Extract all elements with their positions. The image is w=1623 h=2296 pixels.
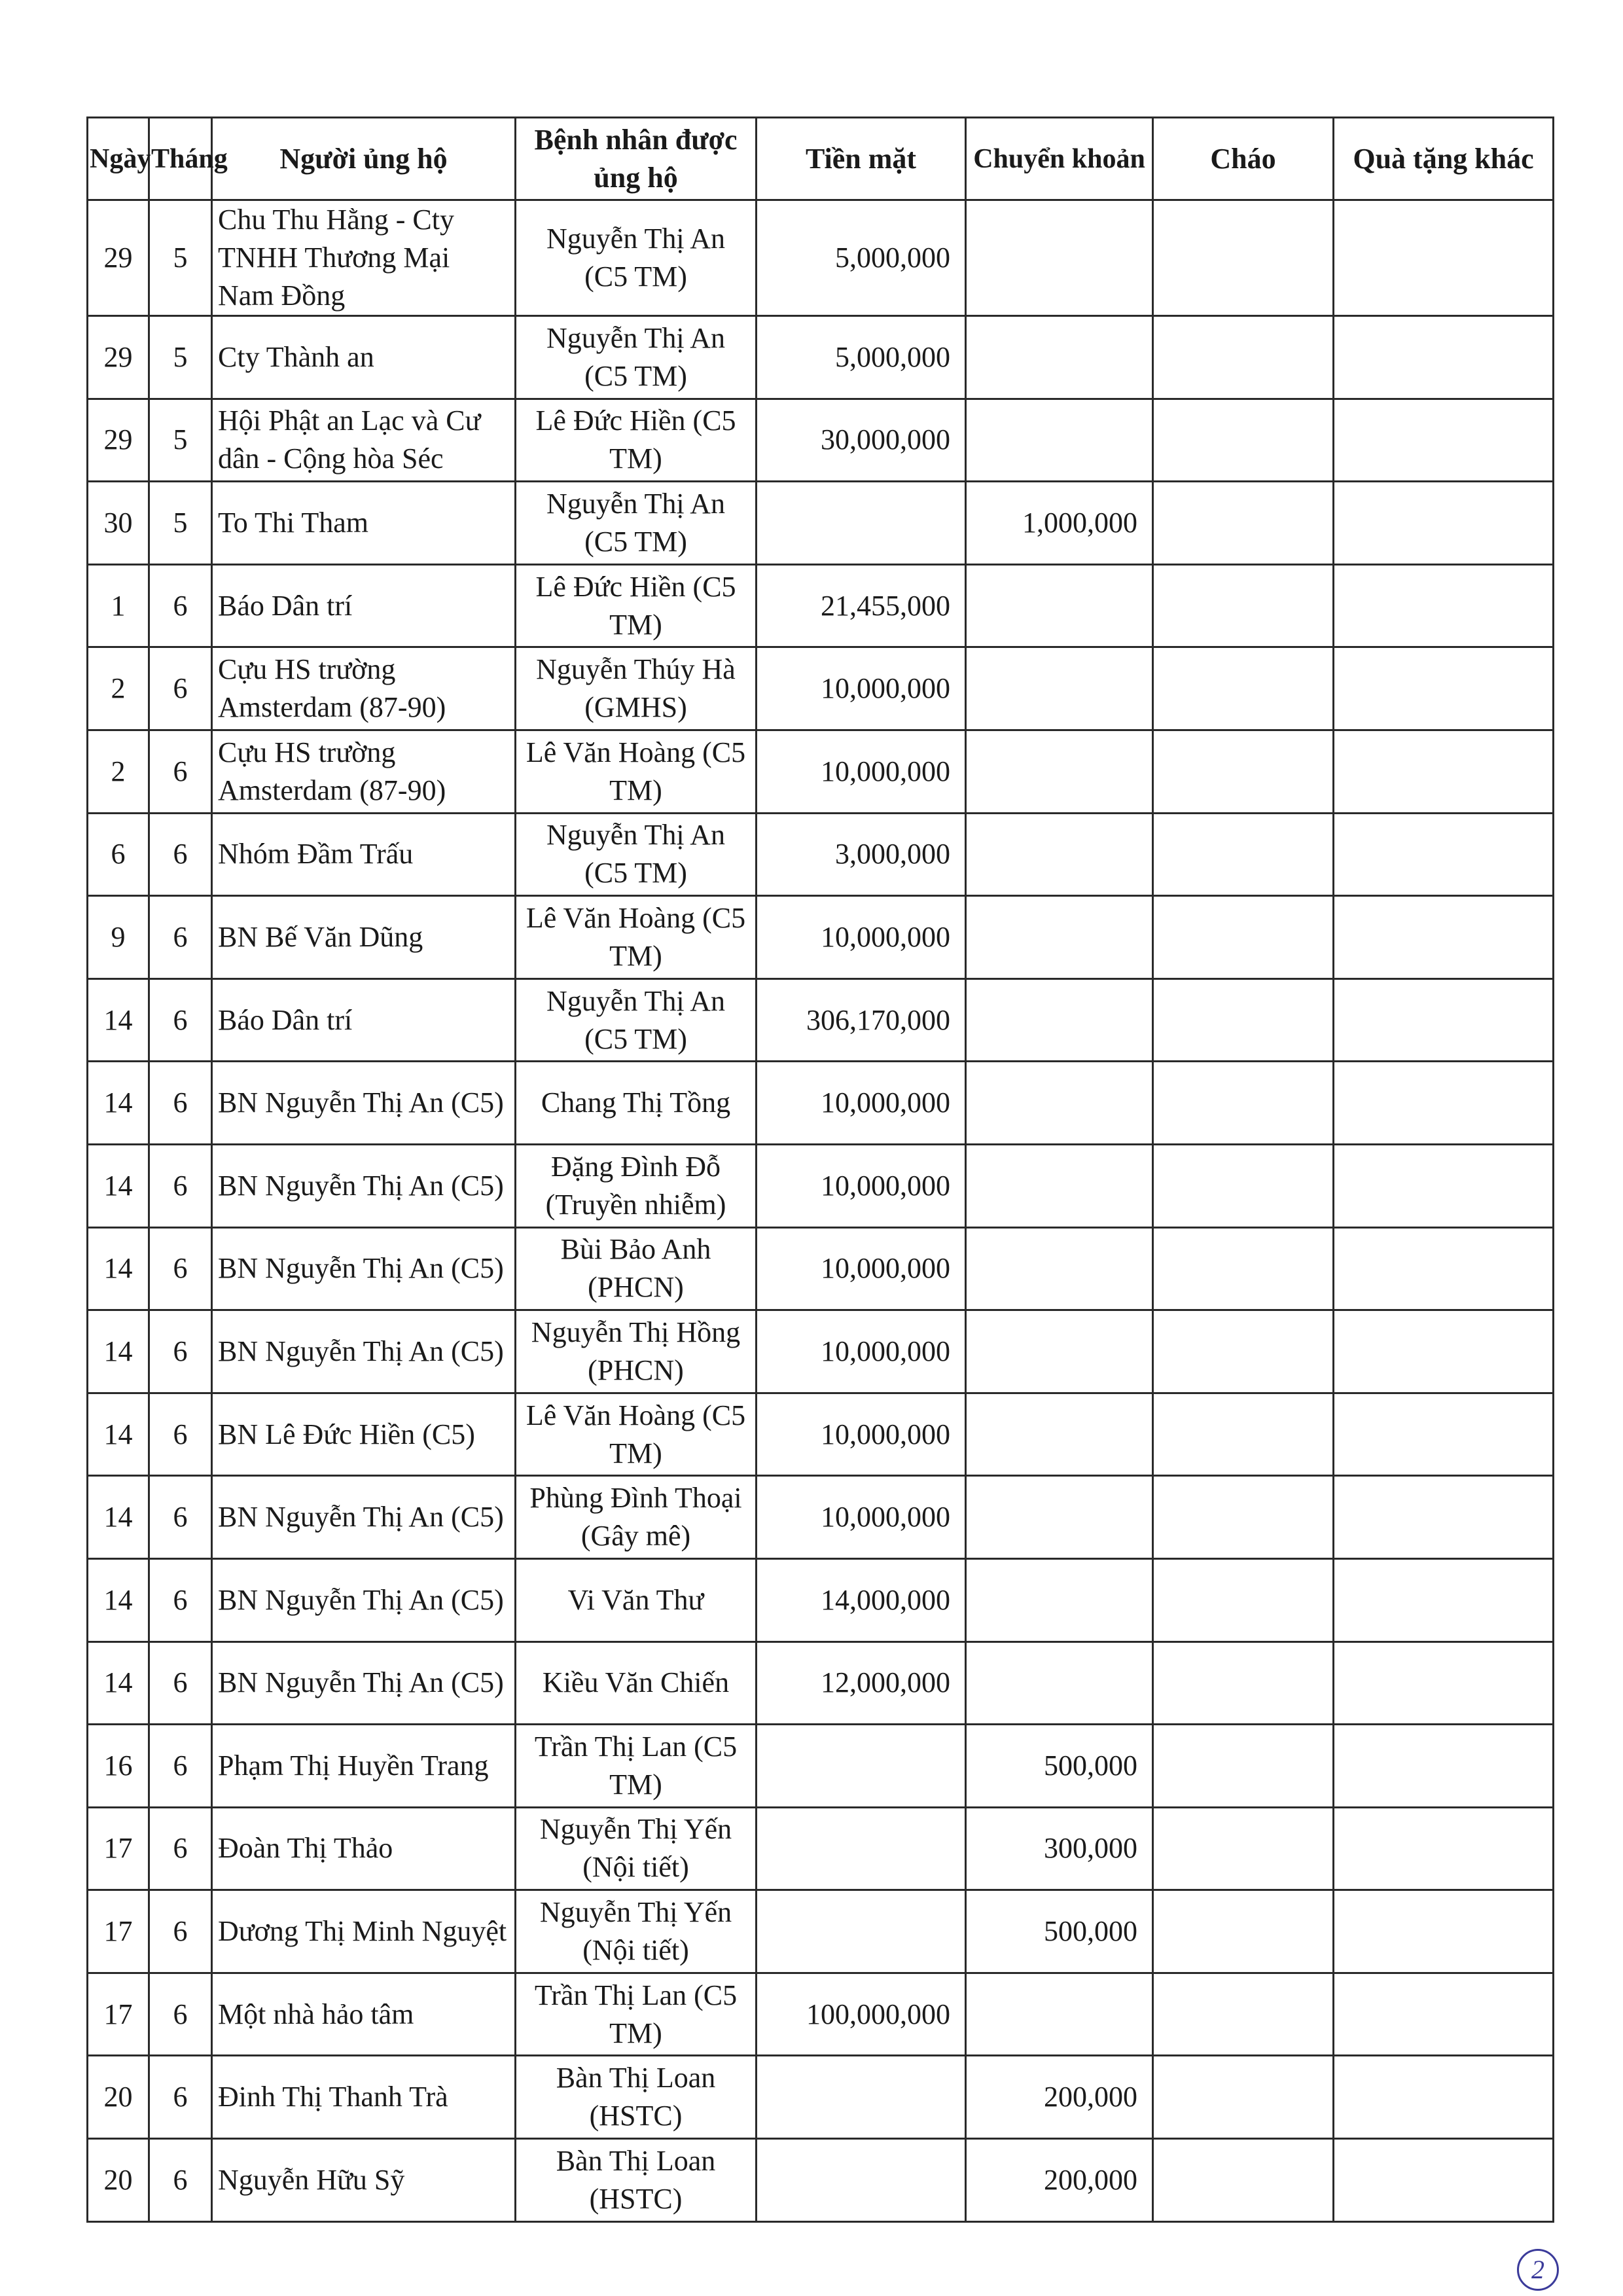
table-row [88, 1476, 1554, 1559]
cell-porridge [1153, 1144, 1334, 1227]
cell-donor: Nhóm Đầm Trấu [212, 813, 516, 896]
cell-transfer: 1,000,000 [966, 482, 1153, 565]
cell-day: 14 [88, 978, 149, 1062]
cell-day: 20 [88, 2056, 149, 2139]
cell-other-gifts [1334, 1558, 1554, 1641]
cell-transfer [966, 1062, 1153, 1145]
cell-cash: 10,000,000 [757, 1476, 966, 1559]
cell-patient: Chang Thị Tồng [516, 1062, 757, 1145]
cell-donor: Cựu HS trường Amsterdam (87-90) [212, 730, 516, 813]
cell-month: 6 [149, 1973, 212, 2056]
cell-patient: Vi Văn Thư [516, 1558, 757, 1641]
cell-day: 14 [88, 1144, 149, 1227]
cell-donor: Đinh Thị Thanh Trà [212, 2056, 516, 2139]
cell-donor: Báo Dân trí [212, 564, 516, 647]
cell-transfer [966, 316, 1153, 399]
cell-day: 30 [88, 482, 149, 565]
cell-patient: Nguyễn Thị Yến (Nội tiết) [516, 1807, 757, 1890]
cell-donor: BN Nguyễn Thị An (C5) [212, 1310, 516, 1393]
cell-patient: Trần Thị Lan (C5 TM) [516, 1973, 757, 2056]
cell-cash: 10,000,000 [757, 896, 966, 979]
header-day: Ngày [88, 118, 149, 200]
cell-cash: 10,000,000 [757, 1144, 966, 1227]
cell-patient: Nguyễn Thúy Hà (GMHS) [516, 647, 757, 730]
cell-month: 5 [149, 200, 212, 316]
cell-other-gifts [1334, 1393, 1554, 1476]
cell-donor: Một nhà hảo tâm [212, 1973, 516, 2056]
header-cash: Tiền mặt [757, 118, 966, 200]
cell-donor: BN Nguyễn Thị An (C5) [212, 1227, 516, 1310]
table-row [88, 978, 1554, 1062]
header-row [88, 118, 1554, 200]
cell-other-gifts [1334, 1973, 1554, 2056]
cell-patient: Kiều Văn Chiến [516, 1641, 757, 1725]
cell-month: 6 [149, 1725, 212, 1808]
header-transfer: Chuyển khoản [966, 118, 1153, 200]
cell-transfer [966, 1973, 1153, 2056]
page-number-mark: 2 [1517, 2249, 1559, 2291]
cell-donor: Nguyễn Hữu Sỹ [212, 2139, 516, 2222]
cell-donor: BN Nguyễn Thị An (C5) [212, 1144, 516, 1227]
cell-patient: Nguyễn Thị An (C5 TM) [516, 813, 757, 896]
table-row [88, 1807, 1554, 1890]
cell-porridge [1153, 1476, 1334, 1559]
cell-day: 2 [88, 647, 149, 730]
cell-porridge [1153, 730, 1334, 813]
cell-transfer [966, 399, 1153, 482]
cell-other-gifts [1334, 1807, 1554, 1890]
cell-month: 5 [149, 316, 212, 399]
cell-donor: Dương Thị Minh Nguyệt [212, 1890, 516, 1973]
table-row [88, 1393, 1554, 1476]
cell-other-gifts [1334, 1227, 1554, 1310]
cell-day: 17 [88, 1890, 149, 1973]
cell-porridge [1153, 1227, 1334, 1310]
cell-donor: To Thi Tham [212, 482, 516, 565]
cell-month: 6 [149, 1310, 212, 1393]
cell-day: 14 [88, 1641, 149, 1725]
cell-patient: Phùng Đình Thoại (Gây mê) [516, 1476, 757, 1559]
cell-cash: 14,000,000 [757, 1558, 966, 1641]
cell-patient: Nguyễn Thị An (C5 TM) [516, 978, 757, 1062]
cell-donor: Phạm Thị Huyền Trang [212, 1725, 516, 1808]
cell-porridge [1153, 1890, 1334, 1973]
header-porridge: Cháo [1153, 118, 1334, 200]
table-row [88, 2056, 1554, 2139]
table-row [88, 1144, 1554, 1227]
cell-other-gifts [1334, 1144, 1554, 1227]
cell-transfer [966, 1476, 1153, 1559]
cell-transfer [966, 200, 1153, 316]
table-row [88, 730, 1554, 813]
cell-day: 29 [88, 316, 149, 399]
cell-cash: 306,170,000 [757, 978, 966, 1062]
cell-porridge [1153, 564, 1334, 647]
cell-patient: Bàn Thị Loan (HSTC) [516, 2056, 757, 2139]
cell-porridge [1153, 1725, 1334, 1808]
cell-porridge [1153, 1310, 1334, 1393]
cell-month: 6 [149, 1641, 212, 1725]
table-row [88, 2139, 1554, 2222]
cell-donor: Báo Dân trí [212, 978, 516, 1062]
cell-cash: 12,000,000 [757, 1641, 966, 1725]
cell-patient: Lê Văn Hoàng (C5 TM) [516, 730, 757, 813]
cell-other-gifts [1334, 1890, 1554, 1973]
cell-transfer: 200,000 [966, 2056, 1153, 2139]
cell-porridge [1153, 647, 1334, 730]
cell-cash: 10,000,000 [757, 1062, 966, 1145]
cell-month: 6 [149, 1227, 212, 1310]
cell-donor: Chu Thu Hằng - Cty TNHH Thương Mại Nam Đồng [212, 200, 516, 316]
table-row [88, 1973, 1554, 2056]
cell-transfer: 500,000 [966, 1890, 1153, 1973]
cell-other-gifts [1334, 1641, 1554, 1725]
cell-patient: Nguyễn Thị An (C5 TM) [516, 316, 757, 399]
cell-month: 6 [149, 2139, 212, 2222]
cell-day: 29 [88, 200, 149, 316]
cell-porridge [1153, 399, 1334, 482]
cell-transfer [966, 813, 1153, 896]
cell-cash: 5,000,000 [757, 200, 966, 316]
cell-other-gifts [1334, 2139, 1554, 2222]
cell-cash [757, 2056, 966, 2139]
donation-table [86, 117, 1554, 2223]
cell-donor: BN Bế Văn Dũng [212, 896, 516, 979]
header-other-gifts: Quà tặng khác [1334, 118, 1554, 200]
table-row [88, 1725, 1554, 1808]
table-row [88, 564, 1554, 647]
cell-cash: 10,000,000 [757, 1227, 966, 1310]
cell-month: 6 [149, 1393, 212, 1476]
cell-other-gifts [1334, 316, 1554, 399]
cell-porridge [1153, 316, 1334, 399]
cell-other-gifts [1334, 482, 1554, 565]
cell-other-gifts [1334, 200, 1554, 316]
cell-transfer [966, 1558, 1153, 1641]
cell-cash: 10,000,000 [757, 1310, 966, 1393]
cell-day: 9 [88, 896, 149, 979]
cell-other-gifts [1334, 896, 1554, 979]
cell-month: 6 [149, 1144, 212, 1227]
cell-other-gifts [1334, 647, 1554, 730]
table-row [88, 1558, 1554, 1641]
cell-other-gifts [1334, 730, 1554, 813]
cell-patient: Lê Văn Hoàng (C5 TM) [516, 896, 757, 979]
cell-month: 6 [149, 813, 212, 896]
cell-porridge [1153, 1807, 1334, 1890]
cell-month: 6 [149, 1476, 212, 1559]
cell-porridge [1153, 2056, 1334, 2139]
cell-porridge [1153, 1062, 1334, 1145]
cell-donor: Cty Thành an [212, 316, 516, 399]
table-row [88, 316, 1554, 399]
cell-transfer [966, 1641, 1153, 1725]
cell-day: 29 [88, 399, 149, 482]
cell-transfer [966, 1310, 1153, 1393]
cell-porridge [1153, 896, 1334, 979]
table-row [88, 1310, 1554, 1393]
cell-donor: BN Lê Đức Hiền (C5) [212, 1393, 516, 1476]
cell-other-gifts [1334, 1476, 1554, 1559]
cell-patient: Bùi Bảo Anh (PHCN) [516, 1227, 757, 1310]
cell-other-gifts [1334, 399, 1554, 482]
cell-transfer: 200,000 [966, 2139, 1153, 2222]
cell-month: 6 [149, 2056, 212, 2139]
table-row [88, 1890, 1554, 1973]
cell-month: 5 [149, 482, 212, 565]
cell-patient: Trần Thị Lan (C5 TM) [516, 1725, 757, 1808]
cell-cash: 10,000,000 [757, 730, 966, 813]
cell-day: 14 [88, 1393, 149, 1476]
table-row [88, 399, 1554, 482]
cell-transfer [966, 896, 1153, 979]
cell-other-gifts [1334, 978, 1554, 1062]
cell-day: 1 [88, 564, 149, 647]
cell-porridge [1153, 1641, 1334, 1725]
cell-day: 14 [88, 1310, 149, 1393]
cell-month: 5 [149, 399, 212, 482]
cell-day: 20 [88, 2139, 149, 2222]
cell-month: 6 [149, 647, 212, 730]
header-month: Tháng [149, 118, 212, 200]
cell-transfer [966, 730, 1153, 813]
cell-day: 17 [88, 1807, 149, 1890]
cell-other-gifts [1334, 1062, 1554, 1145]
cell-transfer [966, 1144, 1153, 1227]
cell-porridge [1153, 1393, 1334, 1476]
cell-day: 14 [88, 1227, 149, 1310]
table-row [88, 1227, 1554, 1310]
cell-porridge [1153, 978, 1334, 1062]
cell-cash [757, 1807, 966, 1890]
cell-donor: BN Nguyễn Thị An (C5) [212, 1641, 516, 1725]
cell-month: 6 [149, 896, 212, 979]
cell-cash [757, 1890, 966, 1973]
table-row [88, 1641, 1554, 1725]
cell-month: 6 [149, 730, 212, 813]
cell-transfer [966, 1393, 1153, 1476]
cell-patient: Lê Văn Hoàng (C5 TM) [516, 1393, 757, 1476]
cell-cash: 100,000,000 [757, 1973, 966, 2056]
cell-cash: 21,455,000 [757, 564, 966, 647]
cell-day: 2 [88, 730, 149, 813]
cell-cash: 10,000,000 [757, 647, 966, 730]
cell-donor: BN Nguyễn Thị An (C5) [212, 1062, 516, 1145]
table-row [88, 813, 1554, 896]
cell-cash [757, 482, 966, 565]
cell-porridge [1153, 482, 1334, 565]
table-row [88, 200, 1554, 316]
header-donor: Người ủng hộ [212, 118, 516, 200]
cell-other-gifts [1334, 1310, 1554, 1393]
table-row [88, 896, 1554, 979]
cell-donor: Hội Phật an Lạc và Cư dân - Cộng hòa Séc [212, 399, 516, 482]
cell-porridge [1153, 200, 1334, 316]
cell-cash: 5,000,000 [757, 316, 966, 399]
cell-patient: Nguyễn Thị Hồng (PHCN) [516, 1310, 757, 1393]
cell-day: 14 [88, 1062, 149, 1145]
cell-patient: Lê Đức Hiền (C5 TM) [516, 399, 757, 482]
cell-transfer: 500,000 [966, 1725, 1153, 1808]
cell-porridge [1153, 813, 1334, 896]
cell-month: 6 [149, 1807, 212, 1890]
cell-donor: BN Nguyễn Thị An (C5) [212, 1476, 516, 1559]
cell-patient: Bàn Thị Loan (HSTC) [516, 2139, 757, 2222]
cell-day: 17 [88, 1973, 149, 2056]
cell-month: 6 [149, 1558, 212, 1641]
header-patient: Bệnh nhân được ủng hộ [516, 118, 757, 200]
cell-month: 6 [149, 564, 212, 647]
cell-patient: Nguyễn Thị Yến (Nội tiết) [516, 1890, 757, 1973]
table-header [88, 118, 1554, 200]
table-body [88, 200, 1554, 2222]
cell-cash [757, 2139, 966, 2222]
cell-month: 6 [149, 978, 212, 1062]
cell-donor: Đoàn Thị Thảo [212, 1807, 516, 1890]
cell-donor: BN Nguyễn Thị An (C5) [212, 1558, 516, 1641]
cell-patient: Đặng Đình Đỗ (Truyền nhiễm) [516, 1144, 757, 1227]
cell-day: 14 [88, 1558, 149, 1641]
table-row [88, 482, 1554, 565]
cell-month: 6 [149, 1062, 212, 1145]
cell-patient: Lê Đức Hiền (C5 TM) [516, 564, 757, 647]
cell-porridge [1153, 2139, 1334, 2222]
cell-day: 14 [88, 1476, 149, 1559]
cell-porridge [1153, 1973, 1334, 2056]
cell-transfer: 300,000 [966, 1807, 1153, 1890]
table-row [88, 647, 1554, 730]
cell-patient: Nguyễn Thị An (C5 TM) [516, 200, 757, 316]
cell-donor: Cựu HS trường Amsterdam (87-90) [212, 647, 516, 730]
cell-transfer [966, 978, 1153, 1062]
cell-day: 16 [88, 1725, 149, 1808]
cell-other-gifts [1334, 1725, 1554, 1808]
cell-cash: 10,000,000 [757, 1393, 966, 1476]
cell-porridge [1153, 1558, 1334, 1641]
table-row [88, 1062, 1554, 1145]
cell-other-gifts [1334, 2056, 1554, 2139]
cell-other-gifts [1334, 813, 1554, 896]
cell-cash [757, 1725, 966, 1808]
cell-transfer [966, 647, 1153, 730]
cell-patient: Nguyễn Thị An (C5 TM) [516, 482, 757, 565]
cell-day: 6 [88, 813, 149, 896]
cell-other-gifts [1334, 564, 1554, 647]
cell-transfer [966, 564, 1153, 647]
cell-transfer [966, 1227, 1153, 1310]
cell-month: 6 [149, 1890, 212, 1973]
cell-cash: 30,000,000 [757, 399, 966, 482]
cell-cash: 3,000,000 [757, 813, 966, 896]
